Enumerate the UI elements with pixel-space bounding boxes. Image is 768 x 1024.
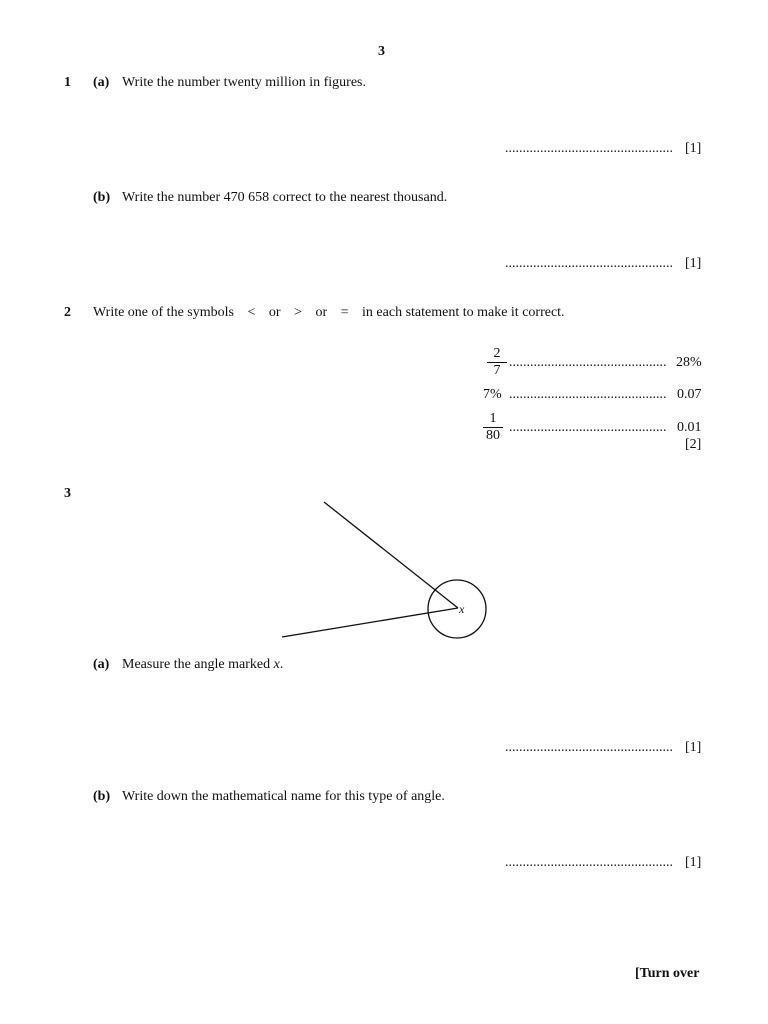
or-word-1: or [268,305,281,320]
question-1a-answer-line[interactable]: ................................................ [505,141,673,156]
question-3b-marks: [1] [685,855,702,870]
question-1-number: 1 [64,75,71,90]
question-2-marks: [2] [685,437,702,452]
symbol-less-than: < [247,305,256,320]
question-3-number: 3 [64,486,71,501]
page-number: 3 [378,44,385,59]
statement-3-answer-line[interactable]: ............................................. [509,420,667,435]
question-2-text-end: in each statement to make it correct. [362,305,565,320]
statement-1-right: 28% [676,355,702,370]
question-1b-answer-line[interactable]: ................................................ [505,256,673,271]
statement-3-right: 0.01 [677,420,702,435]
question-3a-variable: x [273,657,280,672]
statement-2-left: 7% [483,387,502,402]
question-1b-marks: [1] [685,256,702,271]
or-word-2: or [315,305,328,320]
symbol-equals: = [340,305,349,320]
question-2-number: 2 [64,305,71,320]
angle-arc [428,580,486,638]
fraction-numerator: 1 [489,411,497,426]
fraction-numerator: 2 [493,346,501,361]
question-1b-label: (b) [93,190,111,205]
statement-2-answer-line[interactable]: ............................................. [509,387,667,402]
turn-over: [Turn over [635,966,700,981]
fraction-denominator: 80 [486,428,500,443]
question-3a-text-before: Measure the angle marked [122,657,274,672]
question-2-text-start: Write one of the symbols [93,305,234,320]
statement-1-answer-line[interactable]: ............................................. [509,355,667,370]
question-3a-text-after: . [279,657,284,672]
statement-2-right: 0.07 [677,387,702,402]
fraction-one-eightieth [483,412,503,443]
question-1b-text: Write the number 470 658 correct to the nearest thousand. [122,190,448,205]
question-3a-answer-line[interactable]: ................................................ [505,740,673,755]
symbol-greater-than: > [294,305,302,320]
angle-diagram [270,495,500,645]
question-2-text [93,305,565,321]
question-3b-text: Write down the mathematical name for this type of angle. [122,789,445,804]
question-3b-answer-line[interactable]: ................................................ [505,855,673,870]
question-1a-text: Write the number twenty million in figures. [122,75,366,90]
question-3a-marks: [1] [685,740,702,755]
question-3b-label: (b) [93,789,111,804]
question-3a-label: (a) [93,657,110,672]
question-1a-marks: [1] [685,141,702,156]
fraction-denominator: 7 [493,363,501,378]
fraction-two-sevenths [487,347,507,378]
question-1a-label: (a) [93,75,110,90]
question-3a-text [122,657,283,673]
angle-label-x: x [459,602,465,616]
angle-arm-upper [324,502,458,608]
